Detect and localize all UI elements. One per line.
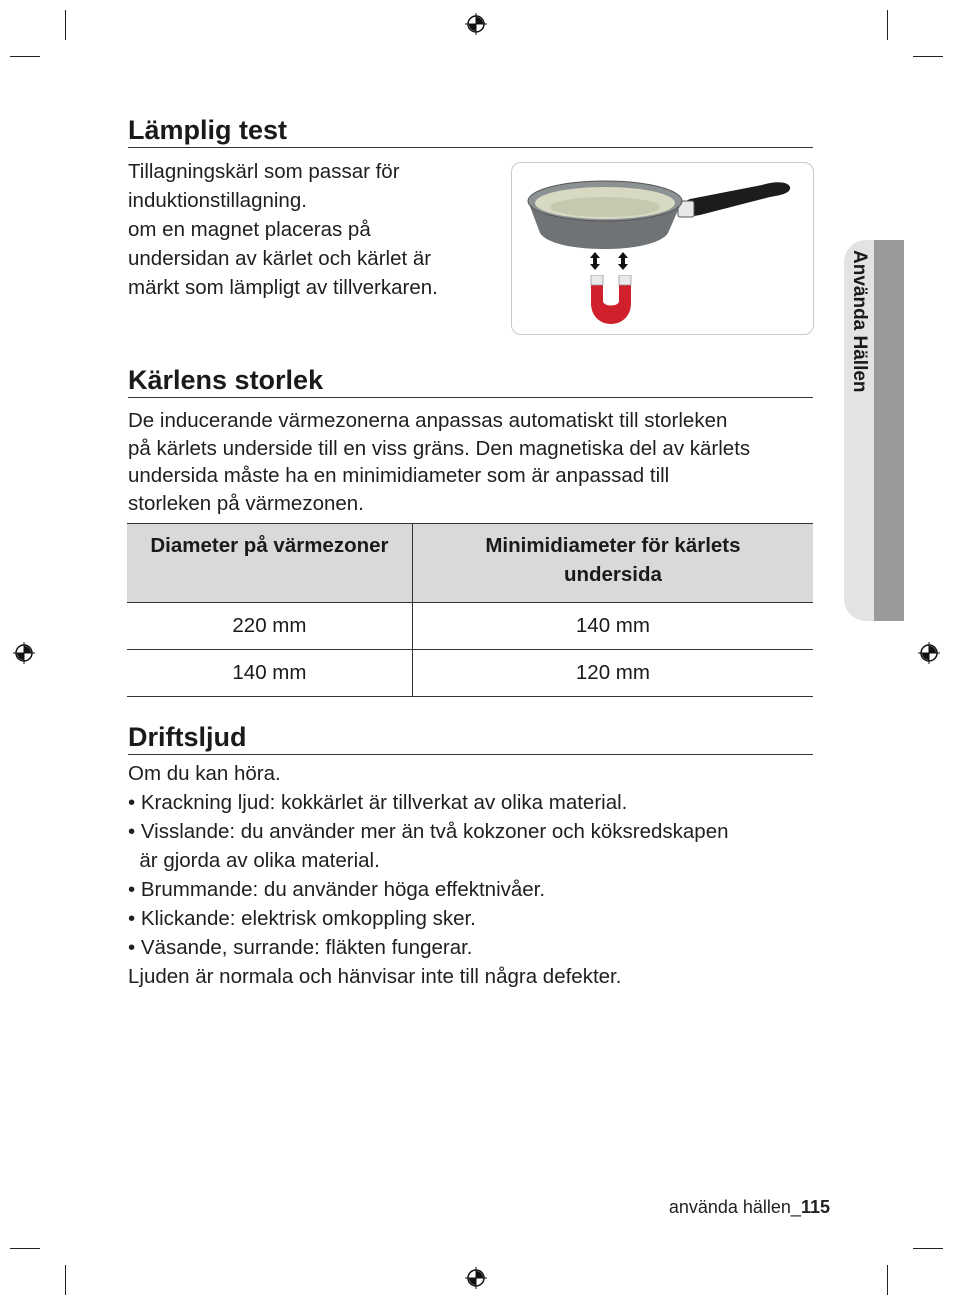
registration-mark-icon [465,13,487,35]
frying-pan-icon [512,163,813,334]
text-line: undersida måste ha en minimidiameter som är anpassad till [128,464,670,487]
footer-text: använda hällen_ [668,1197,801,1217]
column-header: Minimidiameter för kärlets undersida [412,524,813,603]
registration-mark-icon [918,642,940,664]
table-cell: 120 mm [412,650,813,697]
crop-mark [10,1248,40,1249]
table-row [127,650,813,697]
table-header-row [127,524,813,603]
lamplig-test-text [128,157,438,302]
list-item: • Klickande: elektrisk omkoppling sker. [128,907,476,930]
text-line: De inducerande värmezonerna anpassas automatiskt till storleken [128,409,728,432]
list-item: • Visslande: du använder mer än två kokzoner och köksredskapen [128,820,729,843]
list-item: • Krackning ljud: kokkärlet är tillverkat av olika material. [128,791,628,814]
table-cell: 220 mm [127,603,412,650]
text-line: undersidan av kärlet och kärlet är [128,247,432,270]
side-tab-label: Använda Hällen [849,250,870,393]
text-line: storleken på värmezonen. [128,491,364,515]
magnet-icon [588,275,634,327]
crop-mark [887,1265,888,1295]
text-line: märkt som lämpligt av tillverkaren. [128,276,438,299]
list-item: är gjorda av olika material. [128,849,380,872]
karlens-storlek-text [128,407,750,517]
crop-mark [913,56,943,57]
page-number: 115 [800,1197,830,1217]
page-footer [669,1197,830,1218]
list-item: • Brummande: du använder höga effektnivåer. [128,878,546,901]
up-down-arrows-icon [587,251,633,271]
registration-mark-icon [465,1267,487,1289]
section-title-karlens-storlek: Kärlens storlek [128,364,813,398]
text-line: på kärlets underside till en viss gräns. Den magnetiska del av kärlets [128,436,751,460]
text-line: om en magnet placeras på [128,218,371,241]
section-title-lamplig-test: Lämplig test [128,114,813,148]
crop-mark [887,10,888,40]
text-line: Ljuden är normala och hänvisar inte till några defekter. [128,965,622,988]
column-header: Diameter på värmezoner [127,524,412,603]
text-line: induktionstillagning. [128,189,307,212]
diameter-table [127,523,813,697]
driftsljud-text [128,759,729,991]
pan-magnet-figure [511,162,814,335]
section-title-driftsljud: Driftsljud [128,721,813,755]
table-row [127,603,813,650]
list-item: • Väsande, surrande: fläkten fungerar. [128,936,473,959]
text-line: Om du kan höra. [128,762,281,785]
crop-mark [913,1248,943,1249]
registration-mark-icon [13,642,35,664]
text-line: Tillagningskärl som passar för [128,160,400,183]
crop-mark [10,56,40,57]
side-tab-accent [874,240,904,621]
table-cell: 140 mm [127,650,412,697]
crop-mark [65,10,66,40]
crop-mark [65,1265,66,1295]
table-cell: 140 mm [412,603,813,650]
